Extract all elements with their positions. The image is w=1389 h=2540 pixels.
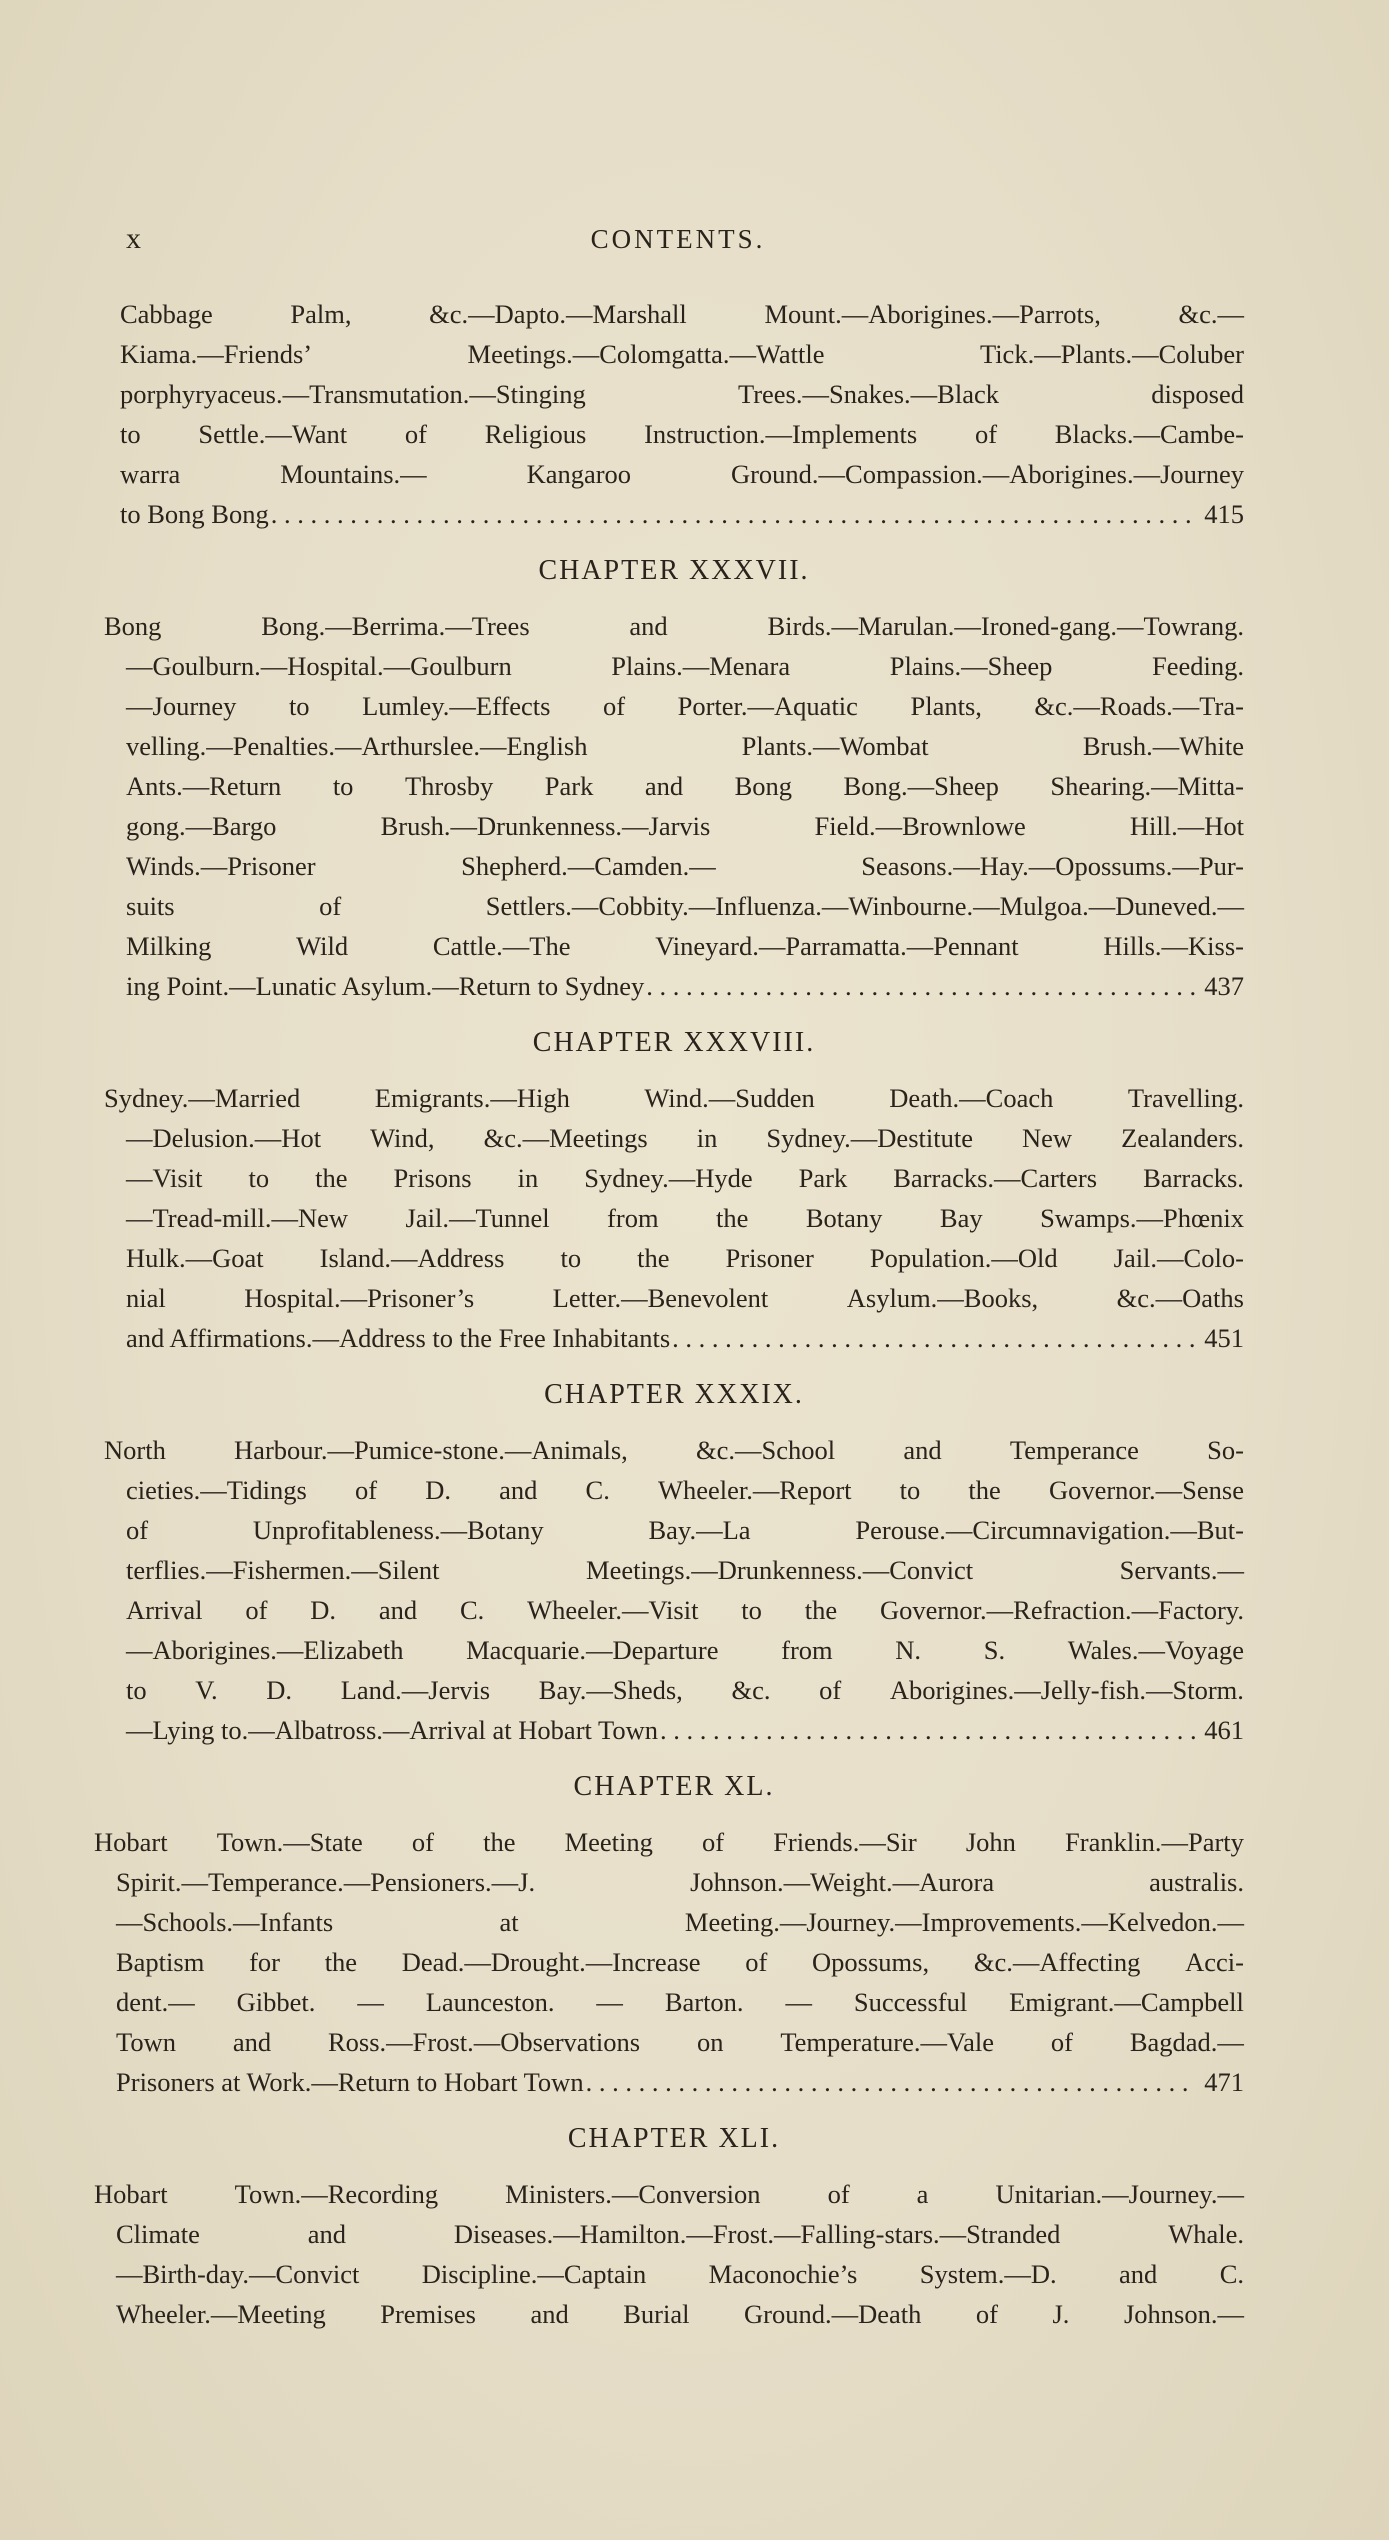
summary-line: —Visit to the Prisons in Sydney.—Hyde Park Barracks.—Carters Barracks. [126, 1163, 1244, 1193]
summary-last-line [104, 1710, 1244, 1750]
summary-last-line [104, 966, 1244, 1006]
summary-last-line [120, 494, 1244, 534]
chapter-summary [104, 1430, 1244, 1750]
summary-line: Hulk.—Goat Island.—Address to the Prisoner Population.—Old Jail.—Colo- [126, 1243, 1244, 1273]
dot-leader [672, 1318, 1196, 1358]
summary-line: —Birth-day.—Convict Discipline.—Captain Maconochie’s System.—D. and C. [116, 2259, 1244, 2289]
summary-line: velling.—Penalties.—Arthurslee.—English Plants.—Wombat Brush.—White [126, 731, 1244, 761]
summary-line: —Tread-mill.—New Jail.—Tunnel from the Botany Bay Swamps.—Phœnix [126, 1203, 1244, 1233]
summary-line: porphyryaceus.—Transmutation.—Stinging Trees.—Snakes.—Black disposed [120, 379, 1244, 409]
summary-line: —Aborigines.—Elizabeth Macquarie.—Departure from N. S. Wales.—Voyage [126, 1635, 1244, 1665]
summary-line: Kiama.—Friends’ Meetings.—Colomgatta.—Wattle Tick.—Plants.—Coluber [120, 339, 1244, 369]
summary-line: Prisoners at Work.—Return to Hobart Town [116, 2067, 584, 2097]
chapter-heading: CHAPTER XL. [573, 1771, 775, 1802]
summary-line: —Lying to.—Albatross.—Arrival at Hobart Town [126, 1715, 659, 1745]
summary-line: suits of Settlers.—Cobbity.—Influenza.—Winbourne.—Mulgoa.—Duneved.— [126, 891, 1244, 921]
summary-line: dent.— Gibbet. — Launceston. — Barton. — Successful Emigrant.—Campbell [116, 1987, 1244, 2017]
page-reference: 451 [1204, 1323, 1244, 1353]
table-of-contents [94, 294, 1244, 2334]
summary-line: —Goulburn.—Hospital.—Goulburn Plains.—Menara Plains.—Sheep Feeding. [126, 651, 1244, 681]
summary-line: and Affirmations.—Address to the Free Inhabitants [126, 1323, 671, 1353]
summary-last-line [94, 2062, 1244, 2102]
summary-line: Town and Ross.—Frost.—Observations on Temperature.—Vale of Bagdad.— [116, 2027, 1244, 2057]
page-reference: 415 [1204, 499, 1244, 529]
summary-line: Winds.—Prisoner Shepherd.—Camden.— Seasons.—Hay.—Opossums.—Pur- [126, 851, 1244, 881]
chapter-summary [120, 294, 1244, 534]
summary-line: gong.—Bargo Brush.—Drunkenness.—Jarvis Field.—Brownlowe Hill.—Hot [126, 811, 1244, 841]
summary-line: Cabbage Palm, &c.—Dapto.—Marshall Mount.—Aborigines.—Parrots, &c.— [120, 299, 1244, 329]
summary-line: of Unprofitableness.—Botany Bay.—La Perouse.—Circumnavigation.—But- [126, 1515, 1244, 1545]
summary-line: to V. D. Land.—Jervis Bay.—Sheds, &c. of Aborigines.—Jelly-fish.—Storm. [126, 1675, 1244, 1705]
summary-line: —Delusion.—Hot Wind, &c.—Meetings in Sydney.—Destitute New Zealanders. [126, 1123, 1244, 1153]
summary-line: Baptism for the Dead.—Drought.—Increase of Opossums, &c.—Affecting Acci- [116, 1947, 1244, 1977]
summary-line: Hobart Town.—Recording Ministers.—Conversion of a Unitarian.—Journey.— [94, 2179, 1244, 2209]
summary-line: —Journey to Lumley.—Effects of Porter.—Aquatic Plants, &c.—Roads.—Tra- [126, 691, 1244, 721]
dot-leader [271, 494, 1197, 534]
chapter-summary [94, 1822, 1244, 2102]
chapter-summary [104, 606, 1244, 1006]
summary-last-line [104, 1318, 1244, 1358]
summary-line: Climate and Diseases.—Hamilton.—Frost.—Falling-stars.—Stranded Whale. [116, 2219, 1244, 2249]
page-number: x [126, 222, 142, 255]
summary-line: to Bong Bong [120, 499, 269, 529]
running-title: CONTENTS. [590, 224, 766, 254]
chapter-summary [104, 1078, 1244, 1358]
summary-line: Sydney.—Married Emigrants.—High Wind.—Sudden Death.—Coach Travelling. [104, 1083, 1244, 1113]
dot-leader [646, 966, 1196, 1006]
summary-line: Ants.—Return to Throsby Park and Bong Bong.—Sheep Shearing.—Mitta- [126, 771, 1244, 801]
summary-line: terflies.—Fishermen.—Silent Meetings.—Drunkenness.—Convict Servants.— [126, 1555, 1244, 1585]
chapter-heading: CHAPTER XXXIX. [544, 1379, 804, 1410]
chapter-heading: CHAPTER XXXVII. [538, 555, 810, 586]
dot-leader [660, 1710, 1196, 1750]
chapter-heading: CHAPTER XXXVIII. [532, 1027, 816, 1058]
page-reference: 461 [1204, 1715, 1244, 1745]
summary-line: —Schools.—Infants at Meeting.—Journey.—Improvements.—Kelvedon.— [116, 1907, 1244, 1937]
summary-line: warra Mountains.— Kangaroo Ground.—Compassion.—Aborigines.—Journey [120, 459, 1244, 489]
summary-line: Wheeler.—Meeting Premises and Burial Ground.—Death of J. Johnson.— [116, 2299, 1244, 2329]
summary-line: Bong Bong.—Berrima.—Trees and Birds.—Marulan.—Ironed-gang.—Towrang. [104, 611, 1244, 641]
summary-line: ing Point.—Lunatic Asylum.—Return to Sydney [126, 971, 645, 1001]
summary-line: Arrival of D. and C. Wheeler.—Visit to the Governor.—Refraction.—Factory. [126, 1595, 1244, 1625]
summary-line: Spirit.—Temperance.—Pensioners.—J. Johnson.—Weight.—Aurora australis. [116, 1867, 1244, 1897]
summary-line: nial Hospital.—Prisoner’s Letter.—Benevolent Asylum.—Books, &c.—Oaths [126, 1283, 1244, 1313]
chapter-summary [94, 2174, 1244, 2334]
summary-line: to Settle.—Want of Religious Instruction.—Implements of Blacks.—Cambe- [120, 419, 1244, 449]
summary-line: North Harbour.—Pumice-stone.—Animals, &c.—School and Temperance So- [104, 1435, 1244, 1465]
page-reference: 471 [1204, 2067, 1244, 2097]
page-reference: 437 [1204, 971, 1244, 1001]
page-header [126, 222, 1230, 262]
chapter-heading: CHAPTER XLI. [567, 2123, 781, 2154]
summary-line: cieties.—Tidings of D. and C. Wheeler.—Report to the Governor.—Sense [126, 1475, 1244, 1505]
summary-line: Milking Wild Cattle.—The Vineyard.—Parramatta.—Pennant Hills.—Kiss- [126, 931, 1244, 961]
dot-leader [586, 2062, 1197, 2102]
summary-line: Hobart Town.—State of the Meeting of Friends.—Sir John Franklin.—Party [94, 1827, 1244, 1857]
